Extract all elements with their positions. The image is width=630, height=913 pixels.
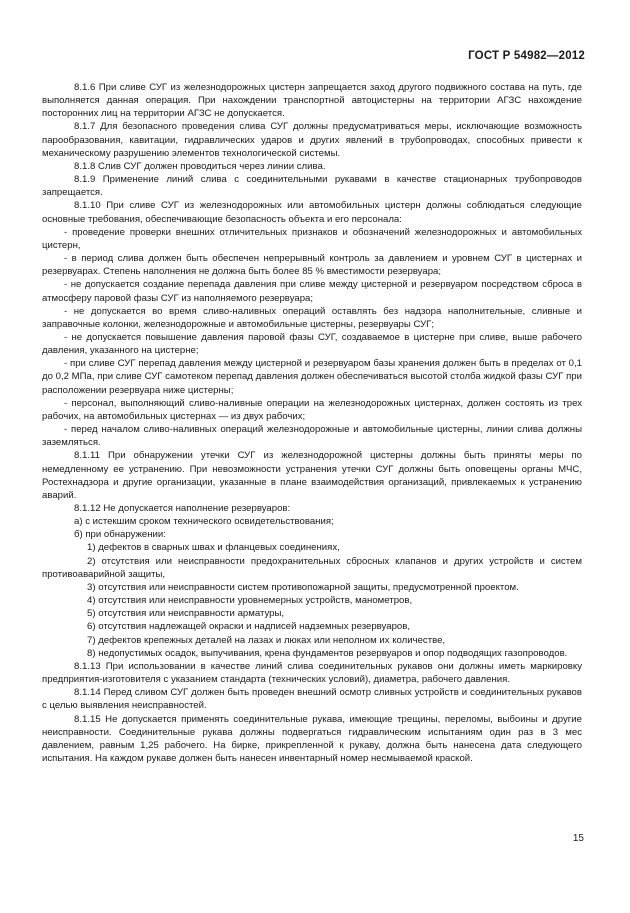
paragraph: 7) дефектов крепежных деталей на лазах и люках или неполном их количестве,: [87, 634, 446, 646]
paragraph: а) с истекшим сроком технического освидетельствования;: [74, 516, 334, 528]
paragraph: - не допускается повышение давления паровой фазы СУГ, создаваемое в цистерне при сливе, выше рабочего давления, указанного на цистерне;: [42, 331, 582, 357]
paragraph: 8.1.7 Для безопасного проведения слива СУГ должны предусматриваться меры, исключающие возможность парообразования, кавитации, гидравлических ударов и других явлений в трубопроводах, способных привести к механическому разрушению элементов технологической системы.: [42, 121, 582, 159]
standard-designation: ГОСТ Р 54982—2012: [468, 50, 585, 62]
paragraph: 8.1.10 При сливе СУГ из железнодорожных или автомобильных цистерн должны соблюдаться следующие основные требования, обеспечивающие безопасность объекта и его персонала:: [42, 200, 582, 225]
paragraph: - перед началом сливо-наливных операций железнодорожные и автомобильные цистерны, линии слива должны заземляться.: [42, 424, 582, 449]
paragraph: 4) отсутствия или неисправности уровнемерных устройств, манометров,: [87, 595, 413, 607]
page-number: 15: [572, 833, 584, 844]
paragraph: 6) отсутствия надлежащей окраски и надписей надземных резервуаров,: [87, 621, 411, 633]
paragraph: 8.1.9 Применение линий слива с соединительными рукавами в качестве стационарных трубопроводов запрещается.: [42, 174, 582, 199]
paragraph: 8) недопустимых осадок, выпучивания, крена фундаментов резервуаров и опор подводящих газопроводов.: [87, 647, 568, 659]
paragraph: 8.1.13 При использовании в качестве линий слива соединительных рукавов они должны иметь маркировку предприятия-изготовителя с указанием стандарта (технических условий), диаметра, рабочего давления.: [42, 660, 582, 686]
paragraph: - персонал, выполняющий сливо-наливные операции на железнодорожных цистернах, должен состоять из трех рабочих, на автомобильных цистернах — из двух рабочих;: [42, 397, 582, 422]
paragraph: - проведение проверки внешних отличительных признаков и обозначений железнодорожных и автомобильных цистерн,: [42, 226, 582, 251]
paragraph: - в период слива должен быть обеспечен непрерывный контроль за давлением и уровнем СУГ в цистернах и резервуарах. Степень наполнения не должна быть более 85 % вместимости резервуара;: [42, 253, 582, 278]
paragraph: 1) дефектов в сварных швах и фланцевых соединениях,: [87, 542, 340, 554]
paragraph: 8.1.6 При сливе СУГ из железнодорожных цистерн запрещается заход другого подвижного состава на путь, где выполняется данная операция. При нахождении транспортной автоцистерны на территории АГЗС нахождение посторонних лиц на территории АГЗС не допускается.: [42, 82, 582, 120]
paragraph: 8.1.15 Не допускается применять соединительные рукава, имеющие трещины, переломы, выбоины и другие неисправности. Соединительные рукава должны подвергаться гидравлическим испытаниям один раз в 3 мес давлением, равным 1,25 рабочего. На бирке, прикрепленной к рукаву, должна быть нанесена дата следующего испытания. На каждом рукаве должен быть нанесен инвентарный номер несмываемой краской.: [42, 713, 582, 764]
paragraph: 8.1.11 При обнаружении утечки СУГ из железнодорожной цистерны должны быть приняты меры по немедленному ее устранению. При невозможности устранения утечки СУГ должны быть оповещены органы МЧС, Ростехнадзора и другие организации, указанные в плане взаимодействия организаций, привлекаемых к устранению аварий.: [42, 450, 582, 501]
paragraph: 8.1.12 Не допускается наполнение резервуаров:: [74, 503, 291, 514]
paragraph: - не допускается во время сливо-наливных операций оставлять без надзора наполнительные, сливные и заправочные колонки, железнодорожные и автомобильные цистерны, резервуары СУГ;: [42, 305, 582, 330]
document-body: [42, 81, 582, 765]
paragraph: 2) отсутствия или неисправности предохранительных сбросных клапанов и других устройств и систем противоаварийной защиты,: [42, 555, 582, 580]
paragraph: 3) отсутствия или неисправности систем противопожарной защиты, предусмотренной проектом.: [87, 581, 519, 593]
paragraph: - не допускается создание перепада давления при сливе между цистерной и резервуаром посредством сброса в атмосферу паровой фазы СУГ из наполняемого резервуара;: [42, 279, 582, 304]
paragraph: 5) отсутствия или неисправности арматуры,: [87, 608, 285, 620]
paragraph: - при сливе СУГ перепад давления между цистерной и резервуаром базы хранения должен быть в пределах от 0,1 до 0,2 МПа, при сливе СУГ самотеком перепад давления должен обеспечиваться высотой столба жидкой фазы СУГ при расположении резервуара ниже цистерны;: [42, 358, 582, 396]
paragraph: 8.1.14 Перед сливом СУГ должен быть проведен внешний осмотр сливных устройств и соединительных рукавов с целью выявления неисправностей.: [42, 687, 582, 712]
paragraph: б) при обнаружении:: [74, 529, 166, 541]
paragraph: 8.1.8 Слив СУГ должен проводиться через линии слива.: [74, 160, 326, 172]
